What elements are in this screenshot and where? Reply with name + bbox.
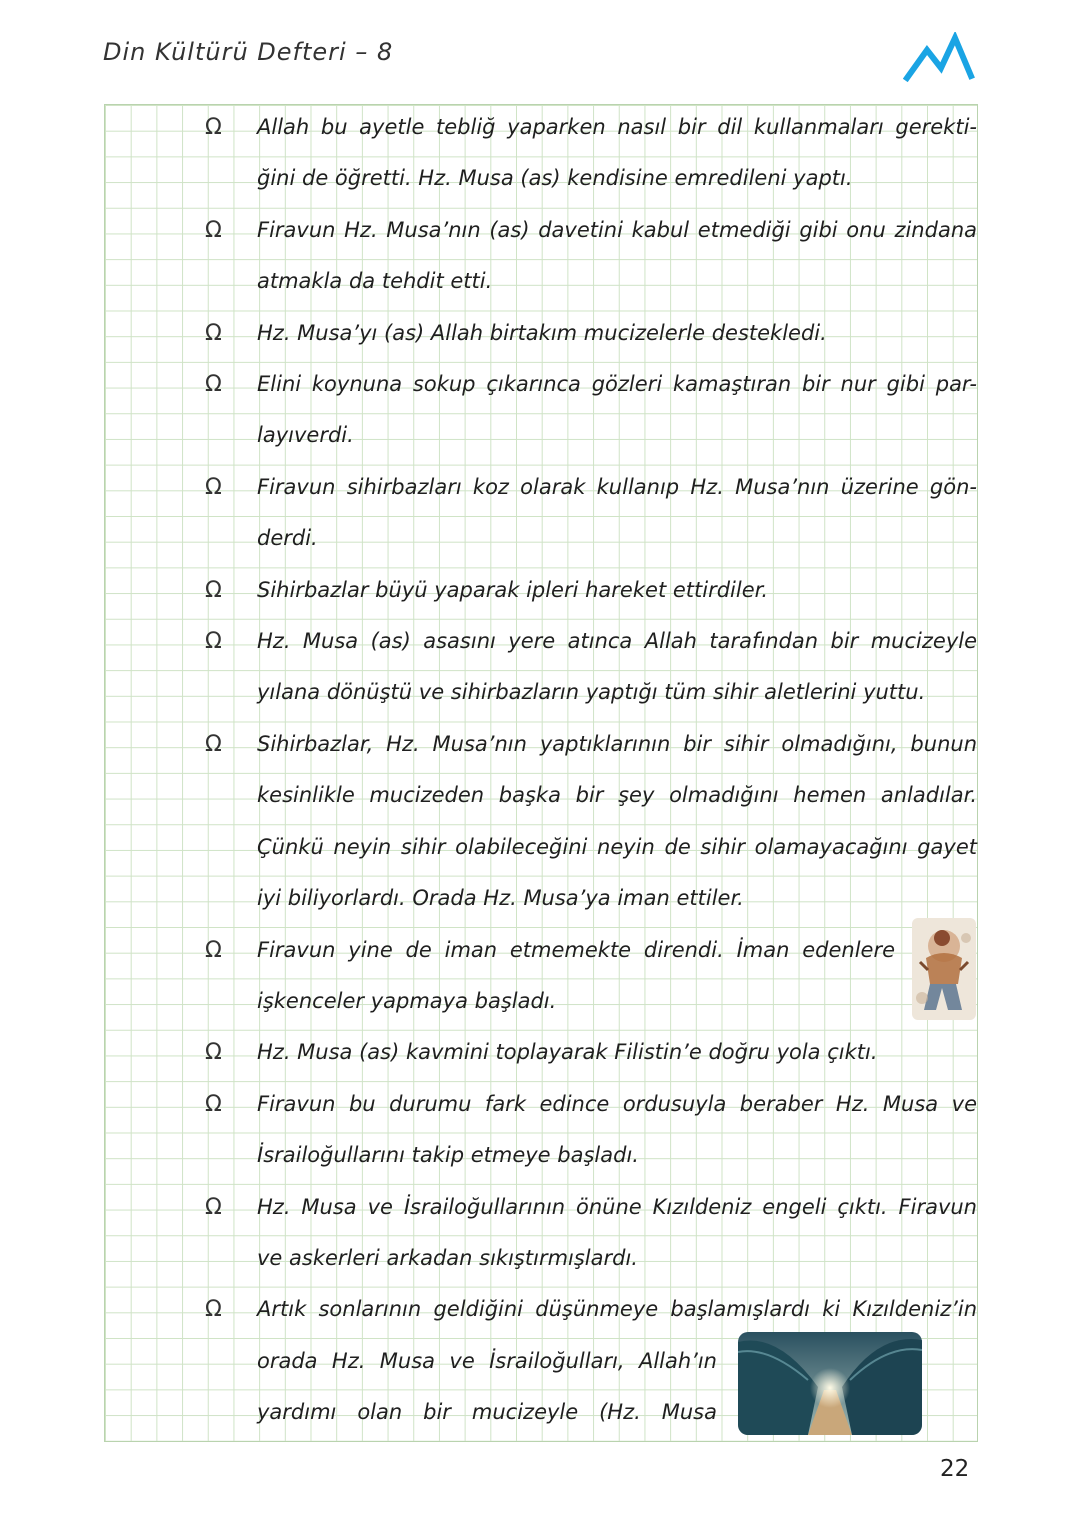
note-item-5 <box>205 462 977 565</box>
note-item-12 <box>205 1182 977 1285</box>
note-item-10 <box>205 1027 977 1078</box>
mountain-logo-icon <box>903 32 975 84</box>
note-item-2 <box>205 205 977 308</box>
note-line: derdi. <box>257 526 318 551</box>
omega-bullet-icon: Ω <box>205 577 222 603</box>
note-line: iyi biliyorlardı. Orada Hz. Musa’ya iman ettiler. <box>257 886 744 911</box>
omega-bullet-icon: Ω <box>205 372 222 398</box>
page-number: 22 <box>940 1456 970 1482</box>
note-item-7 <box>205 616 977 719</box>
note-line: Firavun yine de iman etmemekte direndi. İman edenlere <box>257 937 895 962</box>
omega-bullet-icon: Ω <box>205 937 222 963</box>
omega-bullet-icon: Ω <box>205 474 222 500</box>
note-line: Allah bu ayetle tebliğ yaparken nasıl bir dil kullanmaları gerekti- <box>257 115 977 139</box>
notebook-title: Din Kültürü Defteri – 8 <box>103 38 394 66</box>
note-line: Hz. Musa’yı (as) Allah birtakım mucizelerle destekledi. <box>257 320 827 345</box>
omega-bullet-icon: Ω <box>205 629 222 655</box>
omega-bullet-icon: Ω <box>205 320 222 346</box>
parting-sea-image <box>738 1332 922 1435</box>
note-line: Firavun bu durumu fark edince ordusuyla beraber Hz. Musa ve <box>257 1091 977 1116</box>
note-line: Hz. Musa (as) kavmini toplayarak Filistin’e doğru yola çıktı. <box>257 1040 878 1065</box>
note-line: orada Hz. Musa ve İsrailoğulları, Allah’ın <box>257 1348 717 1373</box>
omega-bullet-icon: Ω <box>205 115 222 140</box>
note-line: Hz. Musa ve İsrailoğullarının önüne Kızıldeniz engeli çıktı. Firavun <box>257 1194 977 1219</box>
note-line: Artık sonlarının geldiğini düşünmeye başlamışlardı ki Kızıldeniz’in <box>257 1297 977 1322</box>
omega-bullet-icon: Ω <box>205 1040 222 1066</box>
note-item-9 <box>205 925 977 1028</box>
note-line: Firavun Hz. Musa’nın (as) davetini kabul etmediği gibi onu zindana <box>257 217 977 242</box>
note-line: İsrailoğullarını takip etmeye başladı. <box>257 1143 639 1168</box>
note-item-3 <box>205 308 977 359</box>
omega-bullet-icon: Ω <box>205 217 222 243</box>
note-line: Sihirbazlar büyü yaparak ipleri hareket ettirdiler. <box>257 577 769 602</box>
omega-bullet-icon: Ω <box>205 1297 222 1323</box>
note-line: kesinlikle mucizeden başka bir şey olmadığını hemen anladılar. <box>257 783 977 808</box>
note-item-1 <box>205 102 977 205</box>
note-item-6 <box>205 565 977 616</box>
note-line: Çünkü neyin sihir olabileceğini neyin de sihir olamayacağını gayet <box>257 834 977 859</box>
note-item-8 <box>205 719 977 925</box>
note-line: ve askerleri arkadan sıkıştırmışlardı. <box>257 1245 638 1270</box>
omega-bullet-icon: Ω <box>205 731 222 757</box>
note-line: layıverdi. <box>257 423 354 448</box>
notes-body <box>205 102 977 1439</box>
note-line: işkenceler yapmaya başladı. <box>257 988 557 1013</box>
note-line: ğini de öğretti. Hz. Musa (as) kendisine emredileni yaptı. <box>257 166 853 191</box>
illustration-figure-image <box>912 918 976 1020</box>
note-line: Elini koynuna sokup çıkarınca gözleri kamaştıran bir nur gibi par- <box>257 372 977 397</box>
note-line: Sihirbazlar, Hz. Musa’nın yaptıklarının bir sihir olmadığını, bunun <box>257 731 977 756</box>
note-line: atmakla da tehdit etti. <box>257 269 493 294</box>
omega-bullet-icon: Ω <box>205 1091 222 1117</box>
note-line: yılana dönüştü ve sihirbazların yaptığı tüm sihir aletlerini yuttu. <box>257 680 926 705</box>
note-line: Firavun sihirbazları koz olarak kullanıp Hz. Musa’nın üzerine gön- <box>257 474 977 499</box>
note-item-11 <box>205 1079 977 1182</box>
note-item-4 <box>205 359 977 462</box>
note-line: Hz. Musa (as) asasını yere atınca Allah tarafından bir mucizeyle <box>257 629 977 654</box>
omega-bullet-icon: Ω <box>205 1194 222 1220</box>
note-line: yardımı olan bir mucizeyle (Hz. Musa <box>257 1400 717 1425</box>
